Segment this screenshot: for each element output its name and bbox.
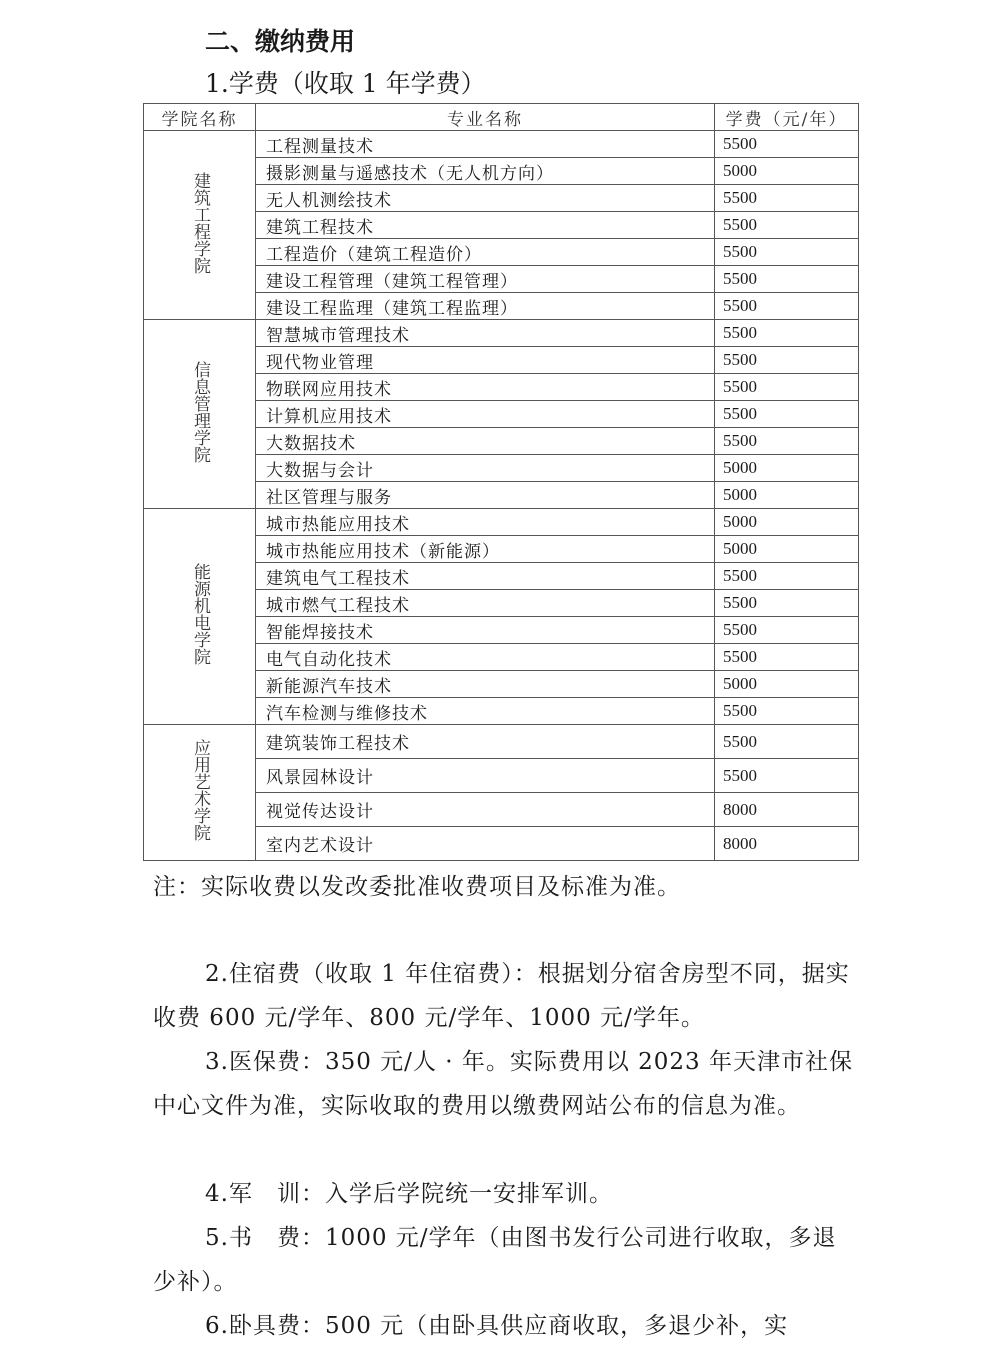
major-name: 建筑装饰工程技术 xyxy=(256,725,715,759)
header-major: 专业名称 xyxy=(256,104,715,131)
tuition-fee: 8000 xyxy=(715,793,859,827)
tuition-fee: 5500 xyxy=(715,131,859,158)
table-body xyxy=(144,131,859,861)
major-name: 新能源汽车技术 xyxy=(256,671,715,698)
tuition-fee: 5500 xyxy=(715,293,859,320)
major-name: 大数据与会计 xyxy=(256,455,715,482)
item-medical-insurance: 3.医保费：350 元/人 · 年。实际费用以 2023 年天津市社保中心文件为准，实际收取的费用以缴费网站公布的信息为准。 xyxy=(153,1049,853,1119)
tuition-fee: 5500 xyxy=(715,266,859,293)
tuition-fee: 5500 xyxy=(715,725,859,759)
major-name: 无人机测绘技术 xyxy=(256,185,715,212)
tuition-fee: 5500 xyxy=(715,563,859,590)
major-name: 风景园林设计 xyxy=(256,759,715,793)
tuition-fee: 5500 xyxy=(715,320,859,347)
college-cell xyxy=(144,509,256,725)
tuition-fee: 5500 xyxy=(715,617,859,644)
tuition-fee: 5500 xyxy=(715,698,859,725)
table-header-row xyxy=(144,104,859,131)
tuition-fee: 8000 xyxy=(715,827,859,861)
college-name: 应用艺术学院 xyxy=(190,739,210,841)
major-name: 建设工程监理（建筑工程监理） xyxy=(256,293,715,320)
section-title: 二、缴纳费用 xyxy=(205,27,356,56)
major-name: 城市热能应用技术 xyxy=(256,509,715,536)
tuition-fee: 5000 xyxy=(715,158,859,185)
header-fee: 学费（元/年） xyxy=(715,104,859,131)
tuition-fee: 5500 xyxy=(715,428,859,455)
college-name: 信息管理学院 xyxy=(190,360,210,463)
major-name: 社区管理与服务 xyxy=(256,482,715,509)
major-name: 建筑电气工程技术 xyxy=(256,563,715,590)
table-row xyxy=(144,725,859,759)
table-row xyxy=(144,320,859,347)
tuition-fee: 5000 xyxy=(715,671,859,698)
major-name: 工程造价（建筑工程造价） xyxy=(256,239,715,266)
tuition-fee: 5500 xyxy=(715,374,859,401)
tuition-fee: 5500 xyxy=(715,185,859,212)
major-name: 大数据技术 xyxy=(256,428,715,455)
table-row xyxy=(144,131,859,158)
item-military-training: 4.军 训：入学后学院统一安排军训。 xyxy=(205,1181,613,1207)
note: 注：实际收费以发改委批准收费项目及标准为准。 xyxy=(153,874,681,900)
table-row xyxy=(144,509,859,536)
tuition-fee: 5500 xyxy=(715,401,859,428)
major-name: 摄影测量与遥感技术（无人机方向） xyxy=(256,158,715,185)
item-bedding-fee: 6.卧具费：500 元（由卧具供应商收取，多退少补，实 xyxy=(205,1313,789,1339)
major-name: 城市热能应用技术（新能源） xyxy=(256,536,715,563)
tuition-fee: 5500 xyxy=(715,212,859,239)
tuition-fee: 5500 xyxy=(715,590,859,617)
tuition-fee: 5000 xyxy=(715,509,859,536)
major-name: 工程测量技术 xyxy=(256,131,715,158)
college-cell xyxy=(144,131,256,320)
tuition-fee: 5500 xyxy=(715,759,859,793)
tuition-fee: 5000 xyxy=(715,455,859,482)
major-name: 智能焊接技术 xyxy=(256,617,715,644)
tuition-fee: 5000 xyxy=(715,536,859,563)
major-name: 现代物业管理 xyxy=(256,347,715,374)
tuition-fee: 5500 xyxy=(715,239,859,266)
tuition-fee: 5500 xyxy=(715,347,859,374)
major-name: 城市燃气工程技术 xyxy=(256,590,715,617)
tuition-fee: 5500 xyxy=(715,644,859,671)
major-name: 电气自动化技术 xyxy=(256,644,715,671)
item-dormitory-fee: 2.住宿费（收取 1 年住宿费）：根据划分宿舍房型不同，据实收费 600 元/学年、800 元/学年、1000 元/学年。 xyxy=(153,961,850,1031)
college-cell xyxy=(144,320,256,509)
major-name: 室内艺术设计 xyxy=(256,827,715,861)
major-name: 建筑工程技术 xyxy=(256,212,715,239)
tuition-fee: 5000 xyxy=(715,482,859,509)
header-college: 学院名称 xyxy=(144,104,256,131)
college-name: 建筑工程学院 xyxy=(190,171,210,274)
tuition-table xyxy=(143,103,859,861)
major-name: 建设工程管理（建筑工程管理） xyxy=(256,266,715,293)
college-name: 能源机电学院 xyxy=(190,563,210,665)
item-book-fee: 5.书 费：1000 元/学年（由图书发行公司进行收取，多退少补）。 xyxy=(153,1225,837,1295)
college-cell xyxy=(144,725,256,861)
major-name: 汽车检测与维修技术 xyxy=(256,698,715,725)
tuition-title: 1.学费（收取 1 年学费） xyxy=(205,69,486,98)
major-name: 智慧城市管理技术 xyxy=(256,320,715,347)
major-name: 物联网应用技术 xyxy=(256,374,715,401)
major-name: 视觉传达设计 xyxy=(256,793,715,827)
major-name: 计算机应用技术 xyxy=(256,401,715,428)
